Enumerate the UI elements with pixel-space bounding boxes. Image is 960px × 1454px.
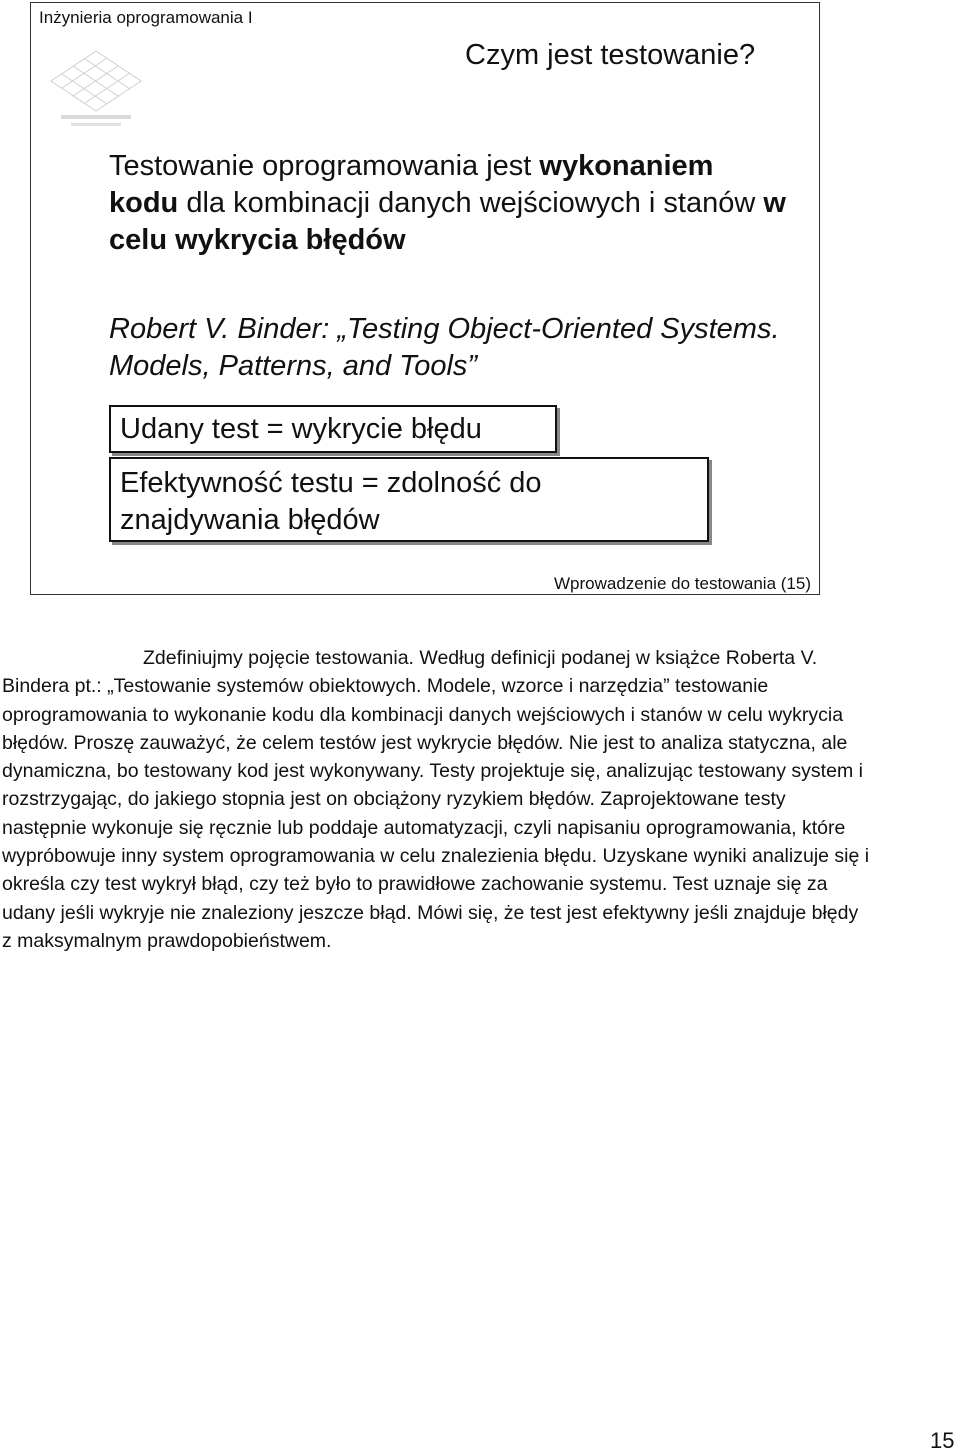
slide-frame	[30, 2, 820, 595]
slide-footer: Wprowadzenie do testowania (15)	[553, 574, 811, 593]
definition-text	[109, 148, 789, 259]
lecture-notes: Zdefiniujmy pojęcie testowania. Według definicji podanej w książce Roberta V. Bindera pt.: „Testowanie systemów obiektowych. Modele, wzorce i narzędzia” testowanie oprogramowania to wykonanie kodu dla kombinacji danych wejściowych i stanów w celu wykrycia błędów. Proszę zauważyć, że celem testów jest wykrycie błędów. Nie jest to analiza statyczna, ale dynamiczna, bo testowany kod jest wykonywany. Testy projektuje się, analizując testowany system i rozstrzygając, do jakiego stopnia jest on obciążony ryzykiem błędów. Zaprojektowane testy następnie wykonuje się ręcznie lub poddaje automatyzacji, czyli napisaniu oprogramowania, które wypróbowuje inny system oprogramowania w celu znalezienia błędu. Uzyskane wyniki analizuje się i określa czy test wykrył błąd, czy też było to prawidłowe zachowanie systemu. Test uznaje się za udany jeśli wykryje nie znaleziony jeszcze błąd. Mówi się, że test jest efektywny jeśli znajduje błędy z maksymalnym prawdopobieństwem.	[2, 647, 870, 952]
book-reference: Robert V. Binder: „Testing Object-Oriented Systems. Models, Patterns, and Tools”	[109, 313, 780, 382]
definition-bold-1: wykonaniem kodu	[109, 150, 714, 219]
definition-part-1: Testowanie oprogramowania jest	[109, 150, 540, 182]
success-test-box: Udany test = wykrycie błędu	[109, 405, 557, 453]
university-logo	[41, 31, 151, 131]
slide-title: Czym jest testowanie?	[465, 39, 756, 71]
effectiveness-box: Efektywność testu = zdolność do znajdywania błędów	[109, 457, 709, 542]
definition-part-2: dla kombinacji danych wejściowych i stanów	[178, 187, 764, 219]
course-title: Inżynieria oprogramowania I	[39, 8, 253, 27]
page-number: 15	[930, 1428, 955, 1453]
definition-bold-2: w celu wykrycia błędów	[109, 187, 786, 256]
